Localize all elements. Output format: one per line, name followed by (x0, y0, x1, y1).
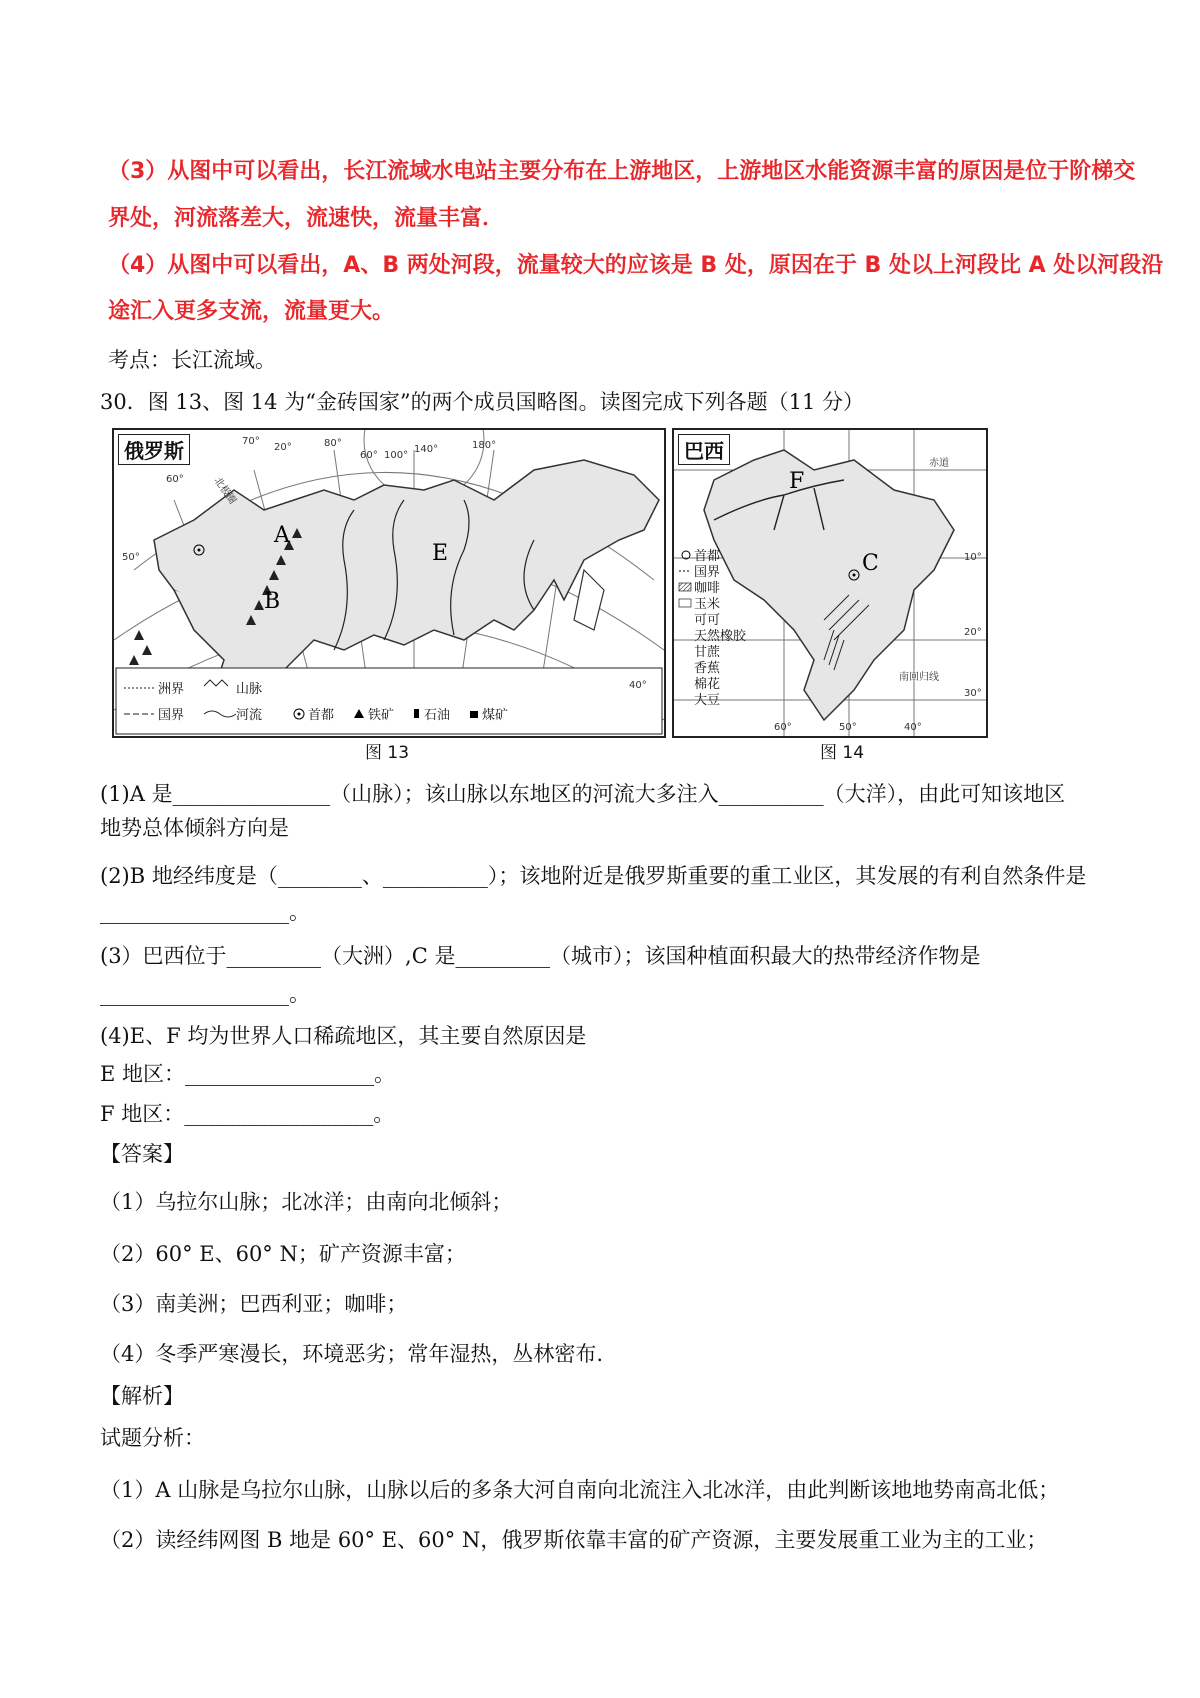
russia-legend (116, 668, 662, 734)
answer-2: （2）60° E、60° N；矿产资源丰富； (100, 1242, 466, 1266)
answer-part3-line2: 界处，河流落差大，流速快，流量丰富． (108, 206, 505, 231)
russia-map-drawing (114, 430, 664, 736)
brazil-map-drawing (674, 430, 986, 736)
legend-item: 咖啡 (694, 581, 721, 596)
legend-item: 玉米 (694, 597, 721, 612)
legend-item: 香蕉 (694, 661, 721, 676)
legend-river: 河流 (236, 708, 263, 723)
answer-4: （4）冬季严寒漫长，环境恶劣；常年湿热，丛林密布. (100, 1342, 604, 1366)
question4-f-area: F 地区：__________________。 (100, 1102, 395, 1126)
answer-heading: 【答案】 (100, 1142, 184, 1166)
kaodian-text: 考点：长江流域。 (108, 348, 276, 372)
label-B: B (264, 589, 281, 614)
legend-item: 可可 (694, 613, 721, 628)
question3-line1: (3）巴西位于_________（大洲）,C 是_________（城市）；该国种植面积最大的热带经济作物是 (100, 944, 981, 968)
label-F: F (789, 469, 805, 494)
question4-e-area: E 地区：__________________。 (100, 1062, 396, 1086)
figure13-caption: 图 13 (365, 743, 410, 763)
question-intro: 30．图 13、图 14 为“金砖国家”的两个成员国略图。读图完成下列各题（11 分） (100, 390, 865, 414)
graticule-label: 70° (242, 436, 260, 447)
equator-label: 赤道 (929, 458, 949, 469)
legend-item: 甘蔗 (694, 645, 721, 660)
answer-part3-line1: （3）从图中可以看出，长江流域水电站主要分布在上游地区，上游地区水能资源丰富的原因是位于阶梯交 (108, 159, 1136, 184)
graticule-label: 60° (360, 450, 378, 461)
graticule-label: 50° (839, 722, 857, 733)
question2-line2: __________________。 (100, 900, 310, 924)
graticule-label: 60° (774, 722, 792, 733)
graticule-label: 10° (964, 552, 982, 563)
graticule-label: 80° (324, 438, 342, 449)
russia-map-title: 俄罗斯 (118, 434, 190, 465)
graticule-label: 180° (472, 440, 497, 451)
russia-map (112, 428, 666, 738)
question3-line2: __________________。 (100, 982, 310, 1006)
answer-part4-line1: （4）从图中可以看出，A、B 两处河段，流量较大的应该是 B 处，原因在于 B 处以上河段比 A 处以河段沿 (108, 253, 1164, 278)
figures-row (110, 426, 990, 766)
graticule-label: 40° (629, 680, 647, 691)
legend-item: 国界 (694, 565, 721, 580)
answer-part4-line2: 途汇入更多支流，流量更大。 (108, 299, 395, 324)
analysis-heading: 【解析】 (100, 1384, 184, 1408)
analysis-2: （2）读经纬网图 B 地是 60° E、60° N，俄罗斯依靠丰富的矿产资源，主要发展重工业为主的工业； (100, 1528, 1048, 1552)
graticule-label: 40° (904, 722, 922, 733)
graticule-label: 20° (274, 442, 292, 453)
answer-1: （1）乌拉尔山脉；北冰洋；由南向北倾斜； (100, 1190, 513, 1214)
question2-line1: (2)B 地经纬度是（________、__________）；该地附近是俄罗斯重要的重工业区，其发展的有利自然条件是 (100, 864, 1087, 888)
oil-icon (414, 709, 419, 718)
question1-line2: 地势总体倾斜方向是 (100, 816, 289, 840)
legend-continent-boundary: 洲界 (158, 682, 185, 697)
graticule-label: 60° (166, 474, 184, 485)
graticule-label: 140° (414, 444, 439, 455)
label-A: A (274, 523, 290, 548)
legend-item: 大豆 (694, 693, 721, 708)
question4-line1: (4)E、F 均为世界人口稀疏地区，其主要自然原因是 (100, 1024, 587, 1048)
answer-3: （3）南美洲；巴西利亚；咖啡； (100, 1292, 408, 1316)
tropic-label: 南回归线 (899, 672, 939, 683)
legend-item: 天然橡胶 (694, 629, 747, 644)
legend-item: 首都 (694, 549, 721, 564)
legend-mountain: 山脉 (236, 682, 263, 697)
legend-iron: 铁矿 (368, 708, 395, 723)
label-E: E (432, 541, 449, 566)
label-C: C (862, 551, 879, 576)
legend-item: 棉花 (694, 677, 721, 692)
legend-coal: 煤矿 (482, 708, 509, 723)
legend-oil: 石油 (424, 708, 451, 723)
legend-capital: 首都 (308, 708, 335, 723)
analysis-1: （1）A 山脉是乌拉尔山脉，山脉以后的多条大河自南向北流注入北冰洋，由此判断该地地势南高北低； (100, 1478, 1060, 1502)
graticule-label: 100° (384, 450, 409, 461)
arctic-circle-label: 北极圈 (211, 475, 238, 507)
graticule-label: 30° (964, 688, 982, 699)
figure14-caption: 图 14 (820, 743, 865, 763)
legend-national-boundary: 国界 (158, 708, 185, 723)
graticule-label: 50° (122, 552, 140, 563)
brazil-map (672, 428, 988, 738)
brazil-map-title: 巴西 (678, 434, 730, 465)
coal-icon (470, 711, 478, 718)
graticule-label: 20° (964, 627, 982, 638)
question1-line1: (1)A 是_______________（山脉）；该山脉以东地区的河流大多注入__________（大洋），由此可知该地区 (100, 782, 1066, 806)
analysis-sub: 试题分析： (100, 1426, 205, 1450)
